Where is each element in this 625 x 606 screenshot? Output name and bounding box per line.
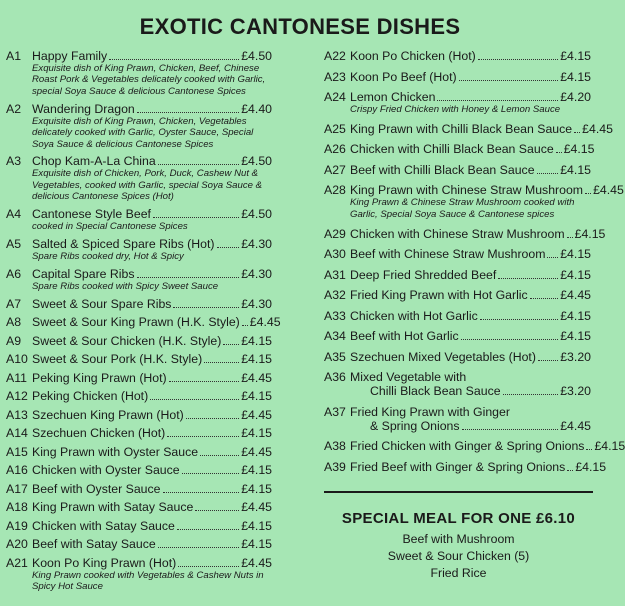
menu-item [324,268,591,282]
menu-item-price: £4.15 [575,459,607,474]
menu-item-name: Szechuen Chicken (Hot) [32,426,166,441]
menu-item [6,207,272,232]
menu-item [6,556,272,593]
menu-item-code: A13 [6,407,28,422]
menu-item [6,519,272,533]
menu-item-row [324,70,591,84]
menu-item-price: £4.30 [241,296,272,311]
menu-item-name: Chicken with Hot Garlic [350,308,478,323]
menu-item-price: £4.15 [560,308,591,323]
menu-item-name: Fried King Prawn with Ginger [350,404,510,419]
menu-item-description: King Prawn cooked with Vegetables & Cashew Nuts in Spicy Hot Sauce [32,569,264,593]
menu-item-row [324,439,625,454]
menu-item [6,154,272,202]
menu-item-price: £4.45 [241,370,272,385]
leader-dots [480,319,558,320]
menu-item-name: Salted & Spiced Spare Ribs (Hot) [32,237,215,252]
menu-item-row [324,183,624,198]
menu-item [324,90,591,115]
leader-dots [163,492,240,493]
leader-dots [178,566,239,567]
leader-dots [586,449,592,450]
menu-item-code: A33 [324,308,346,323]
menu-item-code: A10 [6,352,28,367]
menu-item-row [324,226,606,241]
menu-item-description: Crispy Fried Chicken with Honey & Lemon Sauce [350,104,561,115]
menu-item-code: A20 [6,537,28,552]
menu-item-price: £4.15 [574,226,606,241]
menu-item-code: A18 [6,500,28,515]
menu-item-row [324,121,613,136]
menu-item-price: £4.15 [241,426,272,441]
menu-item-row [6,102,272,116]
menu-item-name: Fried Beef with Ginger & Spring Onions [350,459,566,474]
menu-item-price: £4.15 [241,333,272,348]
menu-item-row [6,445,272,459]
leader-dots [182,473,240,474]
menu-item-price: £4.15 [560,267,591,282]
menu-item-name: Peking Chicken (Hot) [32,389,149,404]
menu-item-name: Beef with Oyster Sauce [32,481,161,496]
menu-item-name: Sweet & Sour Chicken (H.K. Style) [32,333,222,348]
leader-dots [150,399,239,400]
menu-item-row [6,237,272,251]
menu-item-name: Beef with Hot Garlic [350,329,459,344]
menu-item-code: A3 [6,154,22,169]
menu-item-name: Fried King Prawn with Hot Garlic [350,288,528,303]
leader-dots [204,362,239,363]
menu-item [324,142,595,157]
menu-item [6,49,272,97]
leader-dots [547,257,558,258]
leader-dots [459,80,559,81]
menu-item-price: £4.45 [241,407,272,422]
menu-item-price: £4.15 [560,49,591,63]
menu-item-code: A6 [6,266,22,281]
leader-dots [567,237,573,238]
menu-item [324,226,606,241]
menu-item-row [324,370,591,384]
menu-item-price: £4.45 [241,444,272,459]
menu-item [324,405,591,433]
menu-item-price: £4.40 [241,101,272,116]
menu-item-row [6,207,272,221]
menu-item [6,426,272,440]
menu-item-code: A11 [6,370,27,385]
leader-dots [567,470,573,471]
menu-item-name: Chicken with Chinese Straw Mushroom [350,226,565,241]
menu-item-price: £4.15 [241,389,272,404]
menu-item-price: £4.45 [582,121,613,136]
menu-item [6,297,272,311]
menu-item-code: A39 [324,459,346,474]
menu-item-code: A26 [324,142,346,157]
menu-item-row [324,329,591,343]
menu-item-code: A22 [324,49,346,63]
menu-item-row [324,163,591,177]
menu-item [324,121,613,136]
menu-item-code: A12 [6,389,28,404]
menu-item-row [6,352,272,366]
leader-dots [217,247,240,248]
menu-item-row [6,297,272,311]
special-meal-item: Fried Rice [430,566,487,580]
menu-item-row [6,267,272,281]
menu-item-name: Chicken with Satay Sauce [32,518,175,533]
leader-dots [177,529,239,530]
menu-item-name: Wandering Dragon [32,101,135,116]
menu-item-price: £4.45 [249,315,281,330]
menu-item [6,537,272,551]
leader-dots [153,217,239,218]
menu-item-row [6,537,272,551]
menu-item-row [324,384,591,398]
menu-item-code: A32 [324,288,346,303]
leader-dots [537,173,559,174]
menu-item-code: A38 [324,439,346,454]
menu-item-price: £4.15 [241,352,272,367]
menu-item-price: £4.45 [241,555,272,570]
menu-item-name: Beef with Satay Sauce [32,537,156,552]
menu-item-price: £4.45 [560,418,591,433]
menu-item-name: Koon Po King Prawn (Hot) [32,555,177,570]
leader-dots [223,344,239,345]
menu-item-description: cooked in Special Cantonese Spices [32,221,188,233]
menu-item-name: Beef with Chinese Straw Mushroom [350,247,546,262]
leader-dots [173,307,239,308]
menu-item-name: Sweet & Sour King Prawn (H.K. Style) [32,315,240,330]
menu-item-name: Capital Spare Ribs [32,266,135,281]
menu-item [6,389,272,403]
menu-item [6,482,272,496]
menu-item-row [6,315,281,330]
menu-item-row [6,426,272,440]
menu-item-row [6,371,272,385]
menu-item [324,70,591,84]
leader-dots [137,112,239,113]
menu-column-left [6,49,281,597]
leader-dots [538,360,558,361]
menu-item-code: A17 [6,481,28,496]
menu-item-name: Koon Po Chicken (Hot) [350,49,476,63]
menu-item-code: A5 [6,237,22,252]
menu-item-code: A7 [6,296,22,311]
menu-item-price: £4.15 [560,69,591,84]
menu-item [324,459,607,474]
leader-dots [158,547,239,548]
menu-item [324,288,591,302]
menu-item-row [324,405,591,419]
menu-item-name: Mixed Vegetable with [350,370,467,385]
menu-item-price: £4.50 [241,207,272,222]
menu-item-row [324,419,591,433]
menu-item [6,463,272,477]
menu-item-row [6,519,272,533]
menu-item-price: £4.15 [560,329,591,344]
menu-item-row [6,49,272,63]
menu-item-name: Peking King Prawn (Hot) [32,370,167,385]
menu-item-price: £4.45 [593,183,624,198]
menu-item-name: Chicken with Oyster Sauce [32,463,180,478]
menu-item [324,309,591,323]
menu-item-name: Lemon Chicken [350,90,436,104]
menu-item-row [6,556,272,570]
menu-item [324,350,591,364]
menu-item-code: A9 [6,333,22,348]
menu-item [6,102,272,150]
leader-dots [242,325,248,326]
menu-item-code: A34 [324,329,346,344]
leader-dots [195,510,239,511]
menu-item-row [324,459,607,474]
menu-item-code: A24 [324,90,346,104]
menu-item-name: Fried Chicken with Ginger & Spring Onions [350,439,585,454]
menu-item-row [324,90,591,104]
menu-item-code: A8 [6,315,22,330]
menu-item-name: Deep Fried Shredded Beef [350,267,497,282]
menu-item-code: A23 [324,69,346,84]
menu-item-name-continued: Chilli Black Bean Sauce [370,384,501,399]
menu-item [6,237,272,262]
menu-item-price: £4.15 [563,142,595,157]
menu-item-price: £4.15 [241,518,272,533]
menu-item-description: King Prawn & Chinese Straw Mushroom cooked with Garlic, Special Soya Sauce & Cantonese spices [350,197,575,220]
menu-item-price: £4.15 [594,439,625,454]
menu-item-price: £4.45 [560,288,591,303]
menu-item [6,371,272,385]
menu-item-row [324,268,591,282]
menu-item [6,445,272,459]
leader-dots [169,381,240,382]
leader-dots [585,193,591,194]
special-meal-item: Beef with Mushroom [402,532,515,546]
menu-item [6,500,272,514]
menu-item-price: £4.30 [241,237,272,252]
menu-item-name: Szechuen King Prawn (Hot) [32,407,184,422]
menu-item-price: £4.30 [241,266,272,281]
menu-item [324,370,591,398]
menu-item-row [324,49,591,63]
menu-item-name: Sweet & Sour Pork (H.K. Style) [32,352,203,367]
menu-item-price: £4.20 [560,90,591,104]
menu-item [6,267,272,292]
menu-item [6,408,272,422]
menu-item [324,439,625,454]
menu-item-name: Koon Po Beef (Hot) [350,69,457,84]
menu-item-row [324,288,591,302]
menu-item-name: Beef with Chilli Black Bean Sauce [350,162,535,177]
menu-item-name: Happy Family [32,49,108,63]
menu-item-price: £4.15 [241,481,272,496]
menu-item-name: King Prawn with Oyster Sauce [32,444,199,459]
menu-item-name: Chicken with Chilli Black Bean Sauce [350,142,554,157]
menu-item-name: Sweet & Sour Spare Ribs [32,296,172,311]
menu-item-name-continued: & Spring Onions [370,418,460,433]
menu-item-price: £4.15 [241,463,272,478]
menu-item-description: Exquisite dish of King Prawn, Chicken, Vegetables delicately cooked with Garlic, Oyster Sauce, Special Soya Sauce & delicious Cantonese Spices [32,115,254,150]
menu-item-description: Spare Ribs cooked dry, Hot & Spicy [32,251,184,263]
menu-item-row [6,463,272,477]
leader-dots [186,418,239,419]
leader-dots [498,278,558,279]
menu-item-name: Szechuen Mixed Vegetables (Hot) [350,349,536,364]
special-meal-item: Sweet & Sour Chicken (5) [387,549,530,563]
menu-item-name: King Prawn with Satay Sauce [32,500,194,515]
leader-dots [461,339,559,340]
menu-item-code: A21 [6,555,28,570]
menu-item [324,329,591,343]
menu-item-row [6,408,272,422]
menu-item-row [324,350,591,364]
leader-dots [137,277,240,278]
menu-item-code: A35 [324,349,346,364]
leader-dots [574,132,580,133]
leader-dots [556,152,562,153]
menu-item-price: £4.50 [241,49,272,63]
menu-item-price: £4.15 [560,247,591,262]
section-divider [324,491,593,493]
menu-item-row [6,389,272,403]
menu-item-code: A16 [6,463,28,478]
menu-item-code: A2 [6,101,22,116]
leader-dots [530,298,559,299]
menu-item-row [6,334,272,348]
menu-item-name: King Prawn with Chilli Black Bean Sauce [350,121,573,136]
menu-item-name: Chop Kam-A-La China [32,154,156,169]
menu-item-code: A28 [324,183,346,198]
menu-item-price: £3.20 [560,384,591,399]
menu-item [6,315,281,330]
leader-dots [158,164,240,165]
menu-item-code: A19 [6,518,28,533]
menu-item-code: A1 [6,49,22,63]
menu-item-row [324,309,591,323]
menu-item [324,183,624,220]
menu-item-code: A37 [324,404,346,419]
menu-item-code: A27 [324,162,346,177]
menu-item-code: A25 [324,121,346,136]
menu-item-price: £4.45 [241,500,272,515]
page-title: EXOTIC CANTONESE DISHES [139,14,461,39]
menu-item-code: A31 [324,267,346,282]
menu-item [324,247,591,261]
leader-dots [478,59,558,60]
leader-dots [167,436,239,437]
leader-dots [109,59,239,60]
menu-item [324,49,591,63]
special-meal-title: SPECIAL MEAL FOR ONE £6.10 [341,510,576,527]
menu-item-description: Spare Ribs cooked with Spicy Sweet Sauce [32,280,219,292]
menu-item [6,334,272,348]
menu-item-code: A30 [324,247,346,262]
menu-item-row [324,142,595,157]
menu-item [6,352,272,366]
menu-item-description: Exquisite dish of Chicken, Pork, Duck, Cashew Nut & Vegetables, cooked with Garlic, special Soya Sauce & delicious Cantonese Spices (Hot) [32,168,263,203]
menu-item-code: A14 [6,426,28,441]
menu-item-name: King Prawn with Chinese Straw Mushroom [350,183,584,198]
leader-dots [437,100,558,101]
menu-item-description: Exquisite dish of King Prawn, Chicken, Beef, Chinese Roast Pork & Vegetables delicately cooked with Garlic, special Soya Sauce & delicious Cantonese Spices [32,63,266,97]
leader-dots [200,455,239,456]
menu-item-row [6,482,272,496]
menu-item-price: £4.15 [560,162,591,177]
menu-column-right [324,49,625,480]
menu-item-code: A36 [324,370,346,385]
menu-item-name: Cantonese Style Beef [32,207,151,222]
menu-item-price: £3.20 [560,349,591,364]
menu-item-price: £4.15 [241,537,272,552]
menu-item-code: A15 [6,444,28,459]
menu-item-code: A29 [324,226,346,241]
menu-item-row [6,500,272,514]
special-meal-box [324,510,593,582]
menu-item-row [324,247,591,261]
menu-item-row [6,154,272,168]
menu-item-code: A4 [6,207,22,222]
leader-dots [503,394,559,395]
menu-item-price: £4.50 [241,154,272,169]
leader-dots [462,429,559,430]
menu-item [324,163,591,177]
